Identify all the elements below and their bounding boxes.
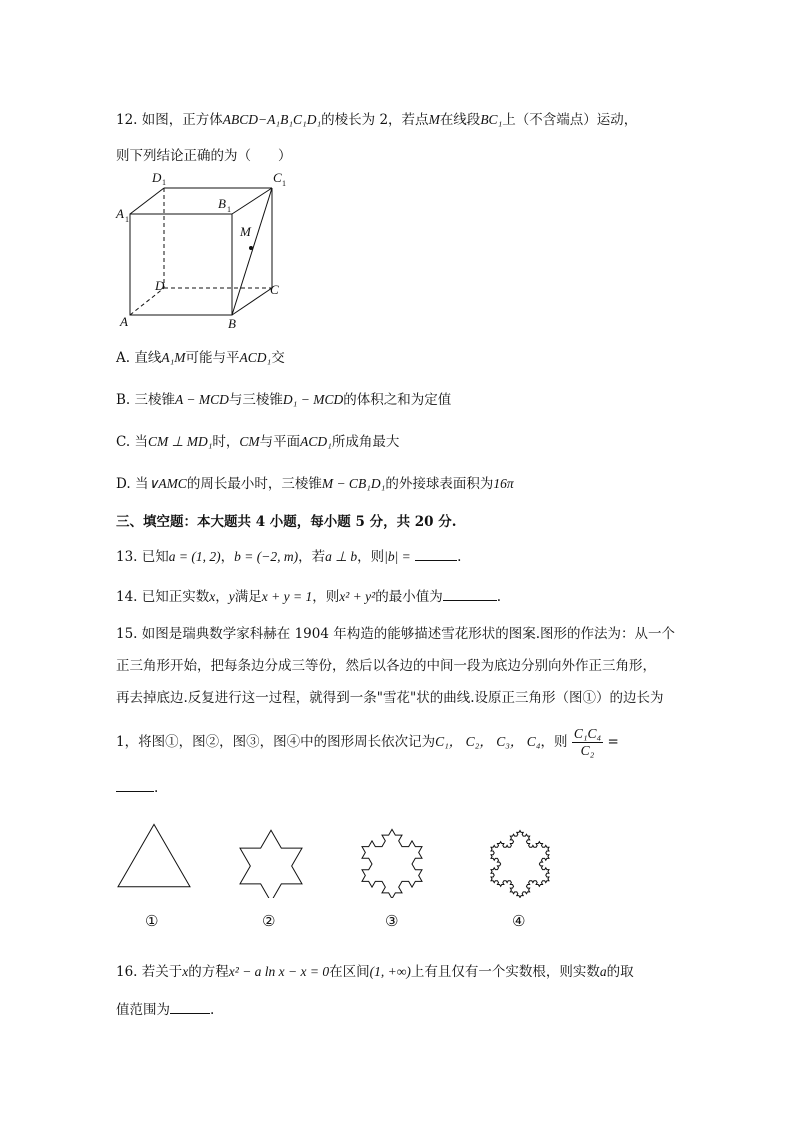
q13: 13. 已知a = (1, 2)，b = (−2, m)，若a ⊥ b，则|b| = .: [116, 549, 462, 565]
q14-answer-blank[interactable]: [443, 600, 497, 601]
label-a1: A: [116, 206, 124, 221]
q13-answer-blank[interactable]: [415, 560, 457, 561]
q15-answer-blank[interactable]: [116, 791, 154, 792]
q15-line4: 1，将图①，图②，图③，图④中的图形周长依次记为C₁， C₂， C₃， C₄，则 $\frac{\text{C₁C₄}}{\text{C₂}}$ =: [116, 726, 619, 758]
q16-line2: 值范围为 .: [116, 1002, 215, 1018]
label-m: M: [240, 224, 251, 239]
q15-line1: 15. 如图是瑞典数学家科赫在 1904 年构造的能够描述雪花形状的图案.图形的作法为：从一个: [116, 626, 676, 642]
svg-text:1: 1: [125, 215, 129, 224]
q16-line1: 16. 若关于x的方程x² − a ln x − x = 0在区间(1, +∞)上有且仅有一个实数根，则实数a的取: [116, 964, 634, 980]
option-b: B. 三棱锥A − MCD与三棱锥D₁ − MCD的体积之和为定值: [116, 392, 452, 408]
option-c: C. 当CM ⊥ MD₁时，CM与平面ACD₁所成角最大: [116, 434, 400, 450]
cube-figure: [110, 170, 290, 335]
q12-line1: 12. 如图，正方体ABCD−A₁B₁C₁D₁的棱长为 2，若点M在线段BC₁上（不含端点）运动，: [116, 112, 638, 128]
point-m: [249, 246, 253, 250]
segment-bc1: [232, 188, 272, 315]
caption-2: ②: [262, 912, 276, 930]
caption-3: ③: [385, 912, 399, 930]
koch-iteration-2: [240, 830, 302, 898]
section-heading: 三、填空题：本大题共 4 小题，每小题 5 分，共 20 分.: [116, 514, 457, 530]
koch-figures: [110, 818, 580, 898]
svg-text:1: 1: [282, 179, 286, 188]
q12-line2: 则下列结论正确的为（ ）: [116, 148, 292, 164]
edge-b1c1: [232, 188, 272, 214]
option-a: A. 直线A₁M可能与平ACD₁交: [116, 350, 285, 366]
q15-line3: 再去掉底边.反复进行这一过程，就得到一条"雪花"状的曲线.设原正三角形（图①）的边长为: [116, 690, 664, 706]
label-d: D: [155, 278, 165, 293]
label-b1: B: [218, 196, 226, 211]
q15-fraction: $\frac{\text{C₁C₄}}{\text{C₂}}$: [573, 726, 602, 758]
front-face: [130, 214, 232, 315]
edge-a1d1: [130, 188, 164, 214]
edge-bc: [232, 288, 272, 315]
label-c1: C: [273, 170, 282, 185]
option-d: D. 当∨AMC的周长最小时，三棱锥M − CB₁D₁的外接球表面积为16π: [116, 476, 514, 492]
label-b: B: [228, 316, 236, 331]
q15-answer-line: .: [116, 780, 158, 796]
q15-line2: 正三角形开始，把每条边分成三等份，然后以各边的中间一段为底边分别向外作正三角形，: [116, 658, 656, 674]
label-c: C: [270, 282, 279, 297]
svg-text:1: 1: [227, 205, 231, 214]
label-a: A: [120, 314, 128, 329]
q14: 14. 已知正实数x，y满足x + y = 1，则x² + y²的最小值为 .: [116, 589, 501, 605]
caption-4: ④: [512, 912, 526, 930]
label-d1: D: [152, 170, 162, 185]
koch-iteration-1: [118, 824, 190, 886]
q16-answer-blank[interactable]: [170, 1013, 210, 1014]
caption-1: ①: [145, 912, 159, 930]
koch-iteration-3: [362, 829, 422, 898]
svg-text:1: 1: [162, 178, 166, 187]
koch-iteration-4: [491, 831, 549, 898]
